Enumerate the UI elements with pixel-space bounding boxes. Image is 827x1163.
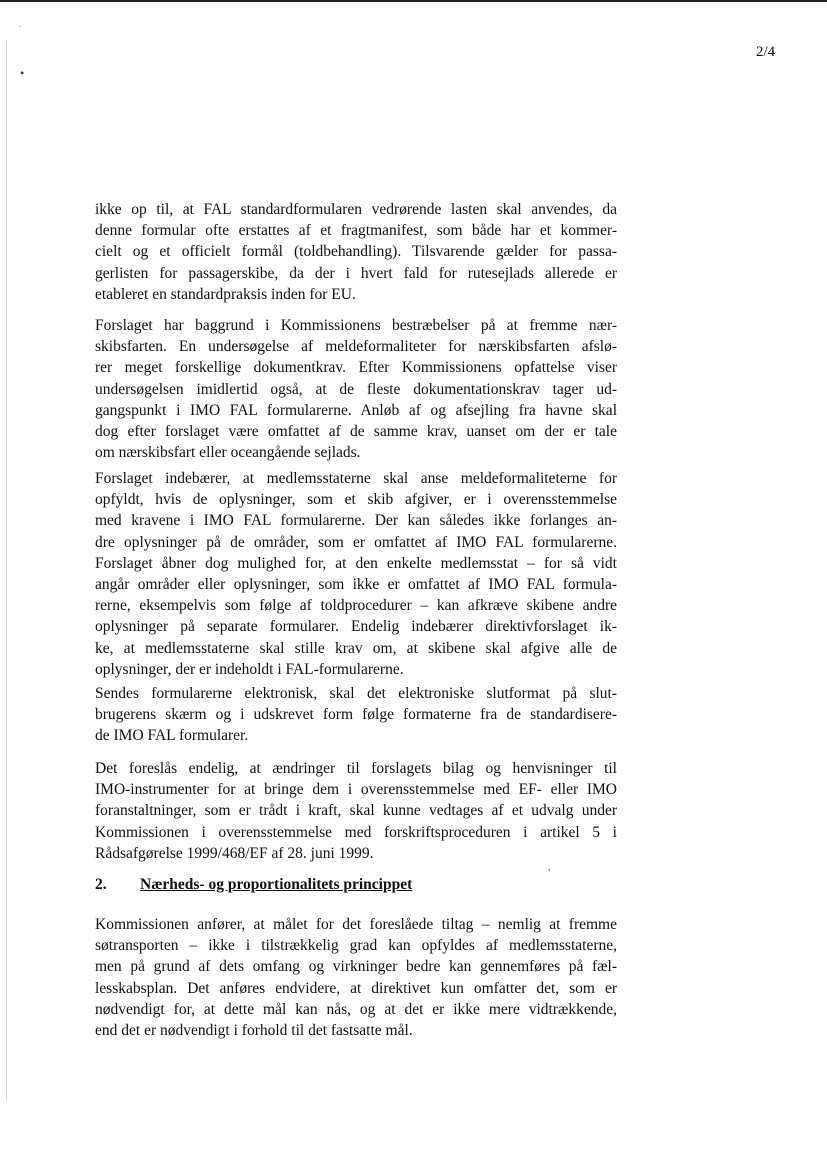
text-line: oplysninger, der er indeholdt i FAL-formularerne. [95,660,404,678]
paragraph-4 [95,683,617,747]
text-line: oplysninger på separate formularer. Endelig indebærer direktivforslaget ik- [95,618,617,636]
text-line: søtransporten – ikke i tilstrækkelig grad kan opfyldes af medlemsstaterne, [95,937,617,955]
text-line: men på grund af dets omfang og virkninger bedre kan gennemføres på fæl- [95,958,617,976]
text-line: nødvendigt for, at dette mål kan nås, og at det er ikke mere vidtrækkende, [95,1000,617,1018]
scan-speck: • [20,66,25,80]
paragraph-1 [95,199,617,305]
text-line: denne formular ofte erstattes af et fragtmanifest, som både har et kommer- [95,222,617,240]
paragraph-6 [95,914,617,1041]
scan-speck: · [18,22,22,33]
text-line: dre oplysninger på de områder, som er omfattet af IMO FAL formularerne. [95,533,617,551]
text-line: dog efter forslaget være omfattet af de samme krav, uanset om der er tale [95,423,617,441]
section-number: 2. [95,876,107,893]
page-number: 2/4 [756,44,776,60]
text-line: rer meget forskellige dokumentkrav. Efter Kommissionens opfattelse viser [95,359,617,377]
text-line: ikke op til, at FAL standardformularen vedrørende lasten skal anvendes, da [95,201,617,218]
paragraph-5 [95,758,617,864]
text-line: gangspunkt i IMO FAL formularerne. Anløb af og afsejling fra havne skal [95,401,617,419]
text-line: ke, at medlemsstaterne skal stille krav om, at skibene skal afgive alle de [95,639,617,657]
text-line: brugerens skærm og i udskrevet form følge formaterne fra de standardisere- [95,706,617,724]
text-line: undersøgelsen imidlertid også, at de fleste dokumentationskrav tager ud- [95,380,617,398]
text-line: Forslaget indebærer, at medlemsstaterne skal anse meldeformaliteterne for [95,470,617,487]
text-line: skibsfarten. En undersøgelse af meldeformaliteter for nærskibsfarten afslø- [95,338,617,356]
text-line: Sendes formularerne elektronisk, skal det elektroniske slutformat på slut- [95,685,617,702]
section-title: Nærheds- og proportionalitets princippet [140,876,413,893]
text-line: etableret en standardpraksis inden for EU. [95,285,356,303]
text-line: Det foreslås endelig, at ændringer til forslagets bilag og henvisninger til [95,760,617,777]
text-line: Rådsafgørelse 1999/468/EF af 28. juni 1999. [95,844,374,862]
section-heading [95,876,412,894]
text-line: opfyldt, hvis de oplysninger, som et skib afgiver, er i overensstemmelse [95,491,617,509]
scan-edge [0,0,827,2]
text-line: end det er nødvendigt i forhold til det fastsatte mål. [95,1022,413,1040]
text-line: foranstaltninger, som er trådt i kraft, skal kunne vedtages af et udvalg under [95,802,617,820]
text-line: rerne, eksempelvis som følge af toldprocedurer – kan afkræve skibene andre [95,597,617,615]
text-line: angår områder eller oplysninger, som ikke er omfattet af IMO FAL formula- [95,576,617,594]
paragraph-3 [95,468,617,680]
scan-margin-line [6,40,7,1100]
text-line: Forslaget har baggrund i Kommissionens bestræbelser på at fremme nær- [95,317,617,334]
text-line: lesskabsplan. Det anføres endvidere, at direktivet kun omfatter det, som er [95,979,617,997]
pen-mark: , [548,862,551,873]
text-line: gerlisten for passagerskibe, da der i hvert fald for rutesejlads allerede er [95,264,617,282]
text-line: cielt og et officielt formål (toldbehandling). Tilsvarende gælder for passa- [95,243,617,261]
text-line: om nærskibsfart eller oceangående sejlads. [95,444,361,462]
text-line: Kommissionen i overensstemmelse med forskriftsproceduren i artikel 5 i [95,823,617,841]
text-line: med kravene i IMO FAL formularerne. Der kan således ikke forlanges an- [95,512,617,530]
text-line: IMO-instrumenter for at bringe dem i overensstemmelse med EF- eller IMO [95,781,617,799]
paragraph-2 [95,315,617,463]
text-line: Kommissionen anfører, at målet for det foreslåede tiltag – nemlig at fremme [95,916,617,933]
text-line: Forslaget åbner dog mulighed for, at den enkelte medlemsstat – for så vidt [95,554,617,572]
text-line: de IMO FAL formularer. [95,727,249,745]
